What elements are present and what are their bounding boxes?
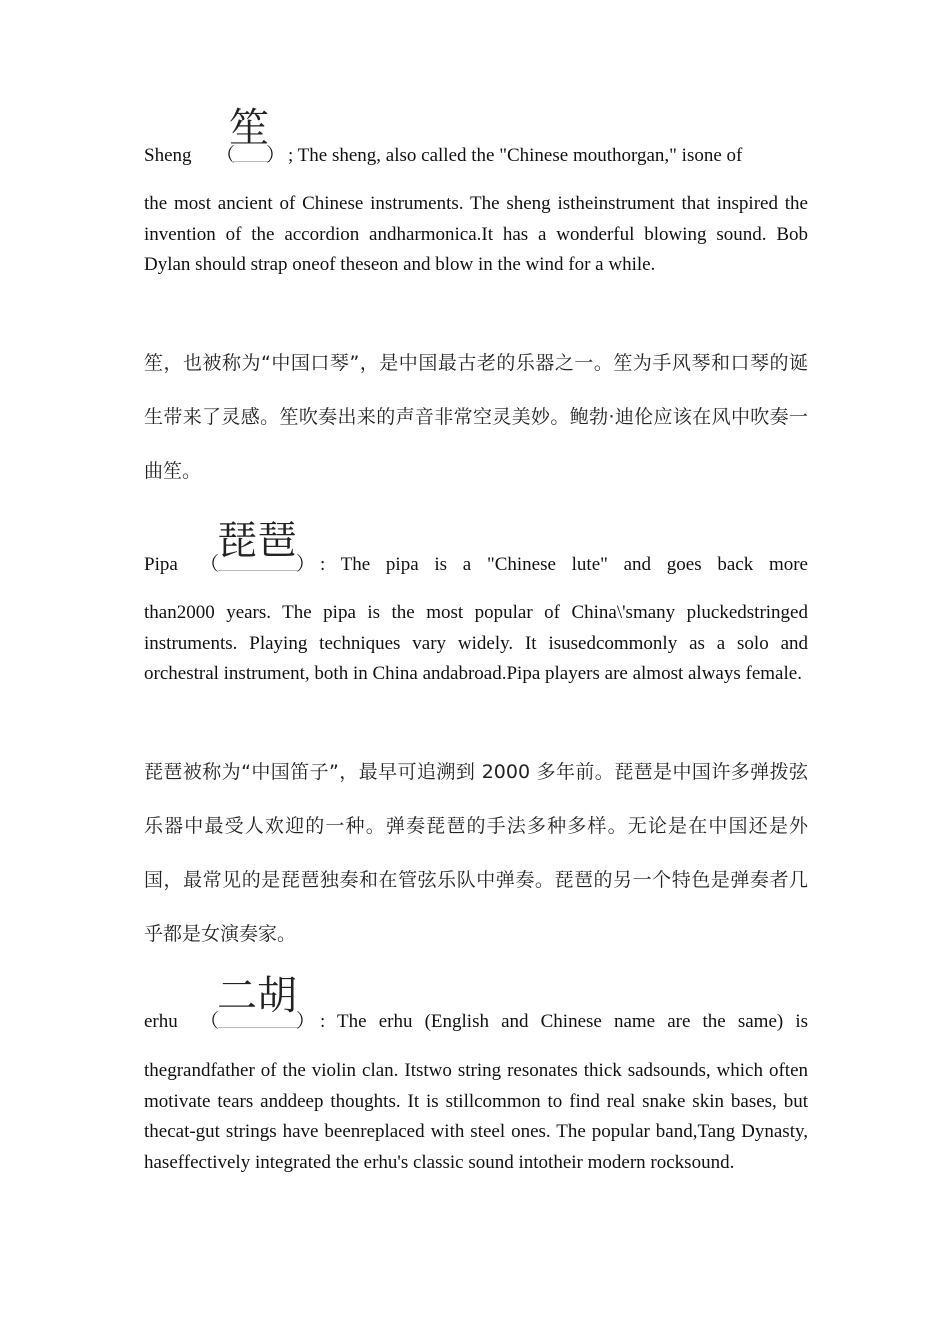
erhu-hanzi: 二胡 xyxy=(217,973,297,1019)
sheng-heading-line xyxy=(144,88,808,168)
pipa-paren-close: ） xyxy=(296,554,316,575)
sheng-chinese-paragraph: 笙，也被称为“中国口琴”，是中国最古老的乐器之一。笙为手风琴和口琴的诞生带来了灵感。笙吹奏出来的声音非常空灵美妙。鲍勃·迪伦应该在风中吹奏一曲笙。 xyxy=(144,352,808,482)
pipa-hanzi: 琵琶 xyxy=(217,518,297,564)
erhu-paren-open: （ xyxy=(200,1011,220,1032)
sheng-blank-underline xyxy=(232,161,270,162)
erhu-term: erhu xyxy=(144,1011,178,1032)
pipa-english-paragraph: than2000 years. The pipa is the most popular of China\'smany pluckedstringed instruments. Playing techniques vary widely. It isusedcommonly as a solo and orchestral instrument, both in China andabroad.Pipa players are almost always female. xyxy=(144,602,808,684)
pipa-term: Pipa xyxy=(144,554,178,575)
sheng-first-line: ; The sheng, also called the "Chinese mouthorgan," isone of xyxy=(288,145,743,166)
pipa-chinese-paragraph: 琵琶被称为“中国笛子”，最早可追溯到 2000 多年前。琵琶是中国许多弹拨弦乐器中最受人欢迎的一种。弹奏琵琶的手法多种多样。无论是在中国还是外国，最常见的是琵琶独奏和在管弦乐队中弹奏。琵琶的另一个特色是弹奏者几乎都是女演奏家。 xyxy=(144,761,808,945)
erhu-blank-underline xyxy=(218,1027,298,1028)
pipa-blank-underline xyxy=(218,570,298,571)
pipa-paren-open: （ xyxy=(200,554,220,575)
pipa-first-line: : The pipa is a "Chinese lute" and goes back more xyxy=(320,554,808,575)
erhu-heading-line xyxy=(144,954,808,1034)
erhu-paren-close: ） xyxy=(296,1011,316,1032)
sheng-paren-close: ） xyxy=(266,145,286,166)
sheng-paren-open: （ xyxy=(216,145,236,166)
pipa-heading-line xyxy=(144,497,808,577)
erhu-first-line: : The erhu (English and Chinese name are the same) is xyxy=(320,1011,808,1032)
sheng-english-paragraph: the most ancient of Chinese instruments. The sheng istheinstrument that inspired the invention of the accordion andharmonica.It has a wonderful blowing sound. Bob Dylan should strap oneof theseon and blow in the wind for a while. xyxy=(144,193,808,275)
sheng-term: Sheng xyxy=(144,145,192,166)
sheng-hanzi: 笙 xyxy=(229,105,269,151)
erhu-english-paragraph: thegrandfather of the violin clan. Itstwo string resonates thick sadsounds, which often motivate tears anddeep thoughts. It is stillcommon to find real snake skin bases, but thecat-gut strings have beenreplaced with steel ones. The popular band,Tang Dynasty, haseffectively integrated the erhu's classic sound intotheir modern rocksound. xyxy=(144,1060,808,1173)
